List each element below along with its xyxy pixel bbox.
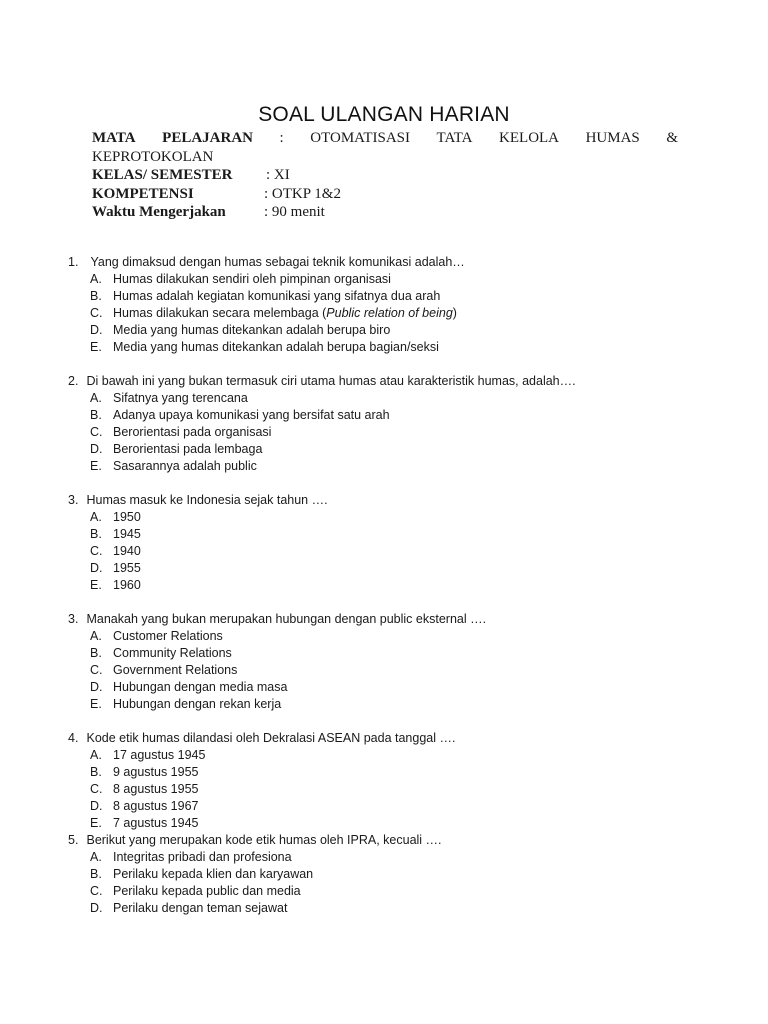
option-letter: D. [90, 901, 103, 915]
option-text: Government Relations [113, 663, 238, 677]
option-text: Integritas pribadi dan profesiona [113, 850, 292, 864]
question-number: 3. [68, 612, 79, 626]
option-text: 1955 [113, 561, 141, 575]
question-text-line [68, 730, 748, 747]
option-text: Sasarannya adalah public [113, 459, 257, 473]
option-letter: D. [90, 799, 103, 813]
option-italic-text: Public relation of being [326, 306, 453, 320]
header-word: HUMAS [585, 130, 640, 146]
option-letter: C. [90, 306, 103, 320]
question-number: 5. [68, 833, 79, 847]
question-text: Di bawah ini yang bukan termasuk ciri utama humas atau karakteristik humas, adalah…. [86, 374, 576, 388]
option-letter: D. [90, 561, 103, 575]
option-text: Humas dilakukan sendiri oleh pimpinan organisasi [113, 272, 391, 286]
option-item [68, 577, 748, 594]
option-item [68, 798, 748, 815]
header-word: TATA [436, 130, 473, 146]
question-number: 4. [68, 731, 79, 745]
option-letter: C. [90, 884, 103, 898]
option-item [68, 339, 748, 356]
option-item [68, 866, 748, 883]
option-letter: A. [90, 850, 102, 864]
question-text: Kode etik humas dilandasi oleh Dekralasi ASEAN pada tanggal …. [86, 731, 456, 745]
kompetensi-label: KOMPETENSI [92, 185, 194, 202]
option-letter: A. [90, 629, 102, 643]
option-text: 1945 [113, 527, 141, 541]
waktu-label: Waktu Mengerjakan [92, 204, 226, 220]
question-text: Humas masuk ke Indonesia sejak tahun …. [86, 493, 328, 507]
option-letter: B. [90, 408, 102, 422]
option-text: Perilaku kepada klien dan karyawan [113, 867, 314, 881]
option-text: Perilaku kepada public dan media [113, 884, 301, 898]
option-item [68, 271, 748, 288]
question-item [68, 832, 748, 917]
option-letter: B. [90, 646, 102, 660]
option-letter: B. [90, 765, 102, 779]
exam-header [92, 129, 678, 222]
option-text: 1940 [113, 544, 141, 558]
option-text: Berorientasi pada lembaga [113, 442, 263, 456]
option-text: 1960 [113, 578, 141, 592]
option-item [68, 849, 748, 866]
question-item [68, 730, 748, 832]
option-item [68, 543, 748, 560]
question-item [68, 492, 748, 594]
option-item [68, 662, 748, 679]
header-word: MATA [92, 130, 136, 146]
option-item [68, 696, 748, 713]
question-number: 2. [68, 374, 79, 388]
option-text: 7 agustus 1945 [113, 816, 199, 830]
option-text: Media yang humas ditekankan adalah berupa biro [113, 323, 391, 337]
question-text-line [68, 492, 748, 509]
kompetensi-value: : OTKP 1&2 [264, 185, 341, 202]
option-item [68, 645, 748, 662]
header-word: KELOLA [499, 130, 560, 146]
option-letter: C. [90, 663, 103, 677]
option-item [68, 747, 748, 764]
option-item [68, 390, 748, 407]
option-letter: D. [90, 323, 103, 337]
question-text-line [68, 832, 748, 849]
option-text: 8 agustus 1955 [113, 782, 199, 796]
option-text: 1950 [113, 510, 141, 524]
option-letter: E. [90, 578, 102, 592]
header-word: PELAJARAN [162, 130, 253, 146]
option-text-after: ) [452, 306, 457, 320]
option-text: Humas adalah kegiatan komunikasi yang sifatnya dua arah [113, 289, 441, 303]
option-item [68, 526, 748, 543]
header-word: : [279, 130, 284, 146]
question-list [68, 254, 748, 917]
option-item [68, 560, 748, 577]
kompetensi-line [92, 185, 678, 204]
question-text: Manakah yang bukan merupakan hubungan dengan public eksternal …. [86, 612, 487, 626]
question-item [68, 254, 748, 356]
question-item [68, 373, 748, 475]
option-text: Perilaku dengan teman sejawat [113, 901, 288, 915]
kelas-line [92, 166, 678, 185]
header-word: OTOMATISASI [310, 130, 410, 146]
option-item [68, 815, 748, 832]
option-text: Adanya upaya komunikasi yang bersifat satu arah [113, 408, 390, 422]
option-item [68, 628, 748, 645]
option-text: Community Relations [113, 646, 232, 660]
option-item [68, 305, 748, 322]
option-item [68, 407, 748, 424]
option-item [68, 322, 748, 339]
question-text: Berikut yang merupakan kode etik humas oleh IPRA, kecuali …. [86, 833, 442, 847]
question-text: Yang dimaksud dengan humas sebagai teknik komunikasi adalah… [90, 255, 465, 269]
option-letter: A. [90, 510, 102, 524]
option-letter: C. [90, 782, 103, 796]
option-letter: E. [90, 697, 102, 711]
option-letter: D. [90, 680, 103, 694]
mata-pelajaran-continuation [92, 148, 678, 167]
option-letter: B. [90, 867, 102, 881]
question-number: 3. [68, 493, 79, 507]
option-item [68, 441, 748, 458]
kelas-label: KELAS/ SEMESTER [92, 167, 233, 183]
option-letter: A. [90, 272, 102, 286]
option-item [68, 900, 748, 917]
option-text: Humas dilakukan secara melembaga ( [113, 306, 327, 320]
option-letter: E. [90, 459, 102, 473]
mata-pelajaran-line [92, 129, 678, 148]
option-text: Sifatnya yang terencana [113, 391, 248, 405]
question-text-line [68, 373, 748, 390]
option-text: Berorientasi pada organisasi [113, 425, 272, 439]
option-letter: B. [90, 527, 102, 541]
option-letter: E. [90, 816, 102, 830]
question-item [68, 611, 748, 713]
waktu-value: : 90 menit [264, 204, 325, 220]
option-text: Customer Relations [113, 629, 223, 643]
option-text: Hubungan dengan rekan kerja [113, 697, 282, 711]
option-letter: C. [90, 425, 103, 439]
option-letter: A. [90, 391, 102, 405]
question-text-line [68, 611, 748, 628]
option-text: 9 agustus 1955 [113, 765, 199, 779]
page-title: SOAL ULANGAN HARIAN [258, 103, 510, 126]
option-text: Hubungan dengan media masa [113, 680, 288, 694]
option-item [68, 458, 748, 475]
question-text-line [68, 254, 748, 271]
question-number: 1. [68, 255, 79, 269]
option-item [68, 781, 748, 798]
header-word: & [666, 130, 678, 146]
option-item [68, 883, 748, 900]
option-letter: B. [90, 289, 102, 303]
kelas-value: : XI [266, 167, 290, 183]
option-item [68, 509, 748, 526]
option-letter: A. [90, 748, 102, 762]
option-text: 8 agustus 1967 [113, 799, 199, 813]
option-letter: D. [90, 442, 103, 456]
waktu-line [92, 203, 678, 222]
option-text: 17 agustus 1945 [113, 748, 206, 762]
option-item [68, 288, 748, 305]
option-letter: C. [90, 544, 103, 558]
option-item [68, 424, 748, 441]
option-text: Media yang humas ditekankan adalah berupa bagian/seksi [113, 340, 439, 354]
option-item [68, 679, 748, 696]
option-letter: E. [90, 340, 102, 354]
mata-pelajaran-cont: KEPROTOKOLAN [92, 148, 214, 165]
option-item [68, 764, 748, 781]
